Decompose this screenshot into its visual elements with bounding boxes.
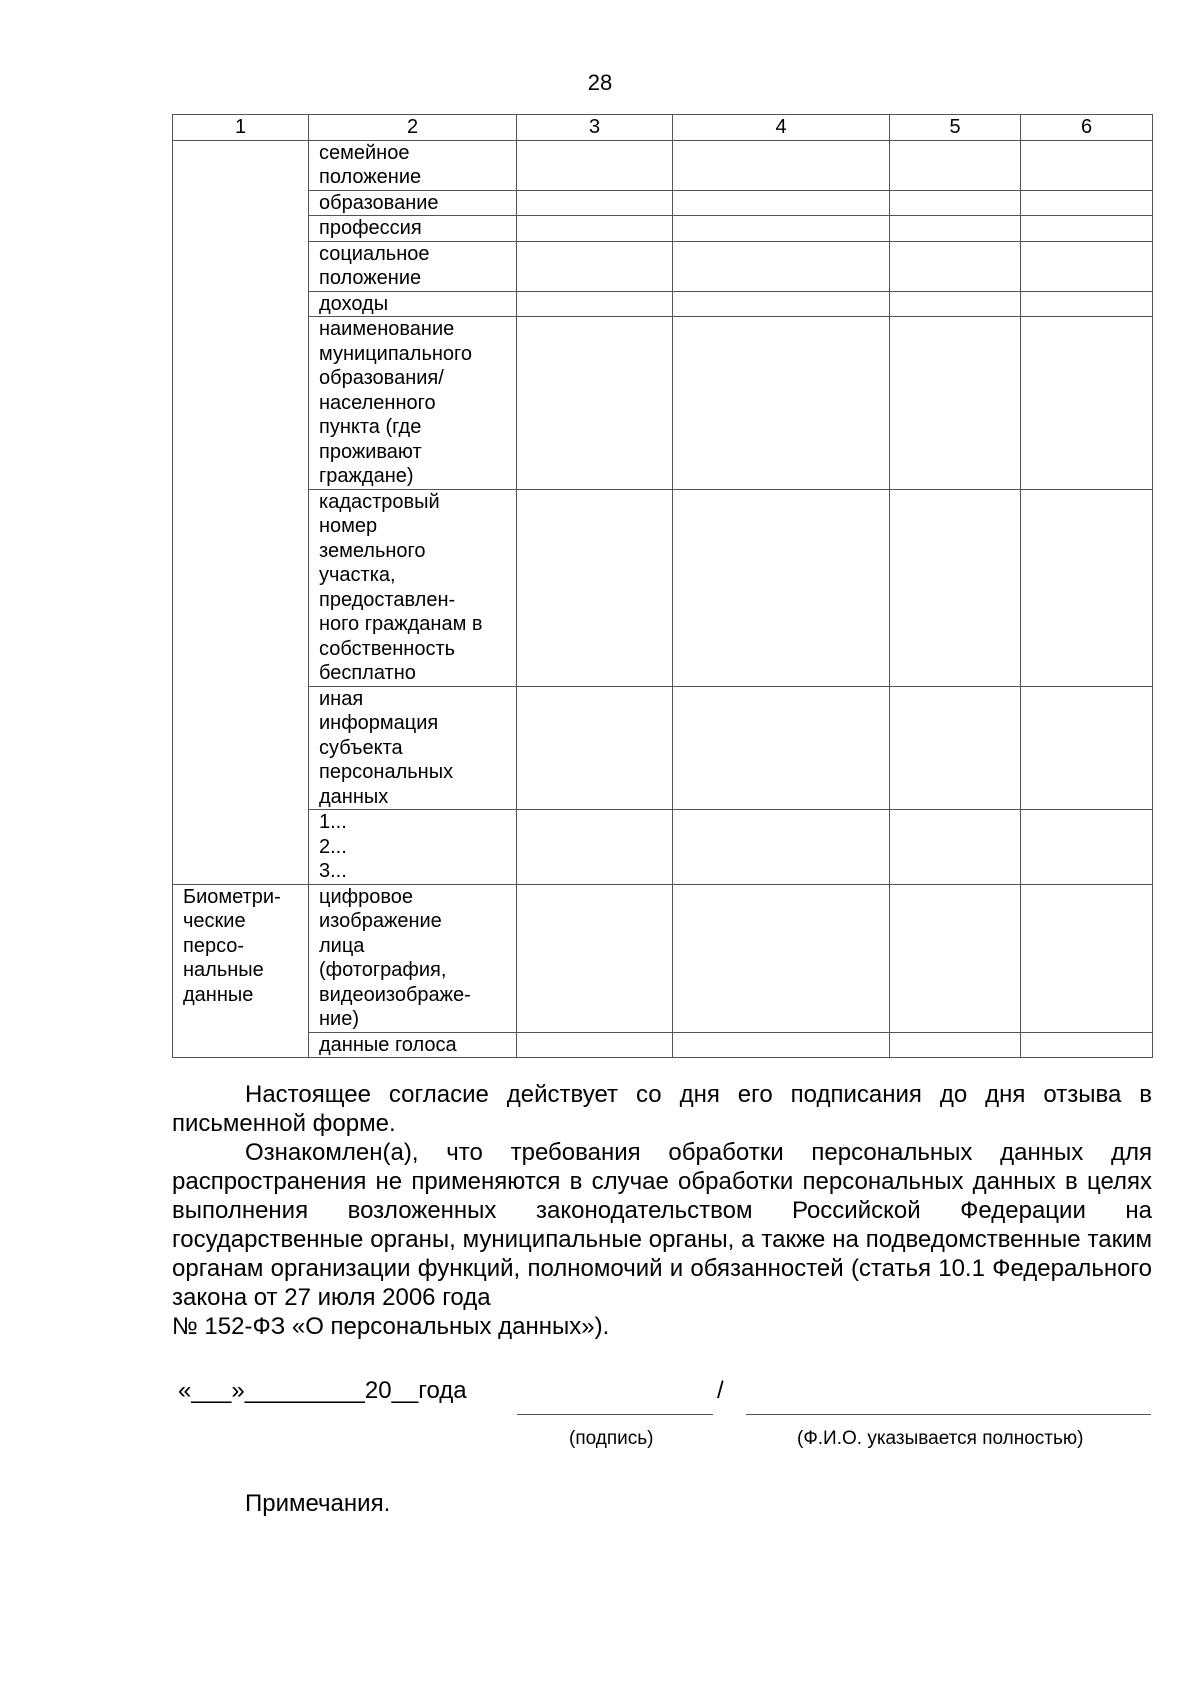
empty-cell-col-5 bbox=[890, 1032, 1021, 1058]
empty-cell-col-4 bbox=[673, 686, 890, 810]
table-row bbox=[173, 686, 1153, 810]
data-type-cell: социальное положение bbox=[309, 241, 517, 291]
biometric-data-category-cell: Биометри- ческие персо- нальные данные bbox=[173, 884, 309, 1058]
empty-cell-col-5 bbox=[890, 140, 1021, 190]
empty-cell-col-6 bbox=[1021, 140, 1153, 190]
empty-cell-col-6 bbox=[1021, 190, 1153, 216]
table-row bbox=[173, 489, 1153, 686]
data-type-cell: профессия bbox=[309, 216, 517, 242]
empty-cell-col-5 bbox=[890, 884, 1021, 1032]
empty-cell-col-6 bbox=[1021, 241, 1153, 291]
empty-cell-col-6 bbox=[1021, 810, 1153, 885]
column-header-4: 4 bbox=[673, 115, 890, 141]
data-type-cell: наименование муниципального образования/ населенного пункта (где проживают граждане) bbox=[309, 317, 517, 490]
personal-data-table bbox=[172, 114, 1153, 1058]
empty-cell-col-3 bbox=[517, 1032, 673, 1058]
table-row bbox=[173, 241, 1153, 291]
table-row bbox=[173, 291, 1153, 317]
empty-cell-col-6 bbox=[1021, 489, 1153, 686]
consent-validity-paragraph bbox=[172, 1080, 1152, 1138]
empty-cell-col-5 bbox=[890, 291, 1021, 317]
general-data-category-cell bbox=[173, 140, 309, 884]
acknowledgement-text: Ознакомлен(а), что требования обработки персональных данных для распространения не применяются в случае обработки персональных данных в целях выполнения возложенных законодательством Российской Федерации на государственные органы, муниципальные органы, а также на подведомственные таким органам организации функций, полномочий и обязанностей (статья 10.1 Федерального закона от 27 июля 2006 года bbox=[172, 1139, 1152, 1311]
data-type-cell: 1... 2... 3... bbox=[309, 810, 517, 885]
empty-cell-col-4 bbox=[673, 1032, 890, 1058]
signature-caption: (подпись) bbox=[569, 1428, 654, 1449]
column-header-1: 1 bbox=[173, 115, 309, 141]
slash-separator: / bbox=[717, 1377, 724, 1404]
empty-cell-col-5 bbox=[890, 241, 1021, 291]
acknowledgement-paragraph bbox=[172, 1138, 1152, 1312]
column-header-2: 2 bbox=[309, 115, 517, 141]
table-row bbox=[173, 810, 1153, 885]
acknowledgement-last-line: № 152-ФЗ «О персональных данных»). bbox=[172, 1313, 610, 1340]
table-row bbox=[173, 884, 1153, 1032]
empty-cell-col-3 bbox=[517, 241, 673, 291]
empty-cell-col-3 bbox=[517, 810, 673, 885]
empty-cell-col-3 bbox=[517, 489, 673, 686]
empty-cell-col-4 bbox=[673, 291, 890, 317]
empty-cell-col-4 bbox=[673, 140, 890, 190]
empty-cell-col-3 bbox=[517, 190, 673, 216]
empty-cell-col-3 bbox=[517, 140, 673, 190]
empty-cell-col-6 bbox=[1021, 1032, 1153, 1058]
empty-cell-col-6 bbox=[1021, 686, 1153, 810]
empty-cell-col-6 bbox=[1021, 317, 1153, 490]
empty-cell-col-5 bbox=[890, 810, 1021, 885]
table-row bbox=[173, 317, 1153, 490]
data-type-cell: кадастровый номер земельного участка, предоставлен- ного гражданам в собственность бесплатно bbox=[309, 489, 517, 686]
empty-cell-col-3 bbox=[517, 317, 673, 490]
empty-cell-col-4 bbox=[673, 884, 890, 1032]
empty-cell-col-4 bbox=[673, 489, 890, 686]
notes-heading: Примечания. bbox=[245, 1490, 391, 1517]
data-type-cell: доходы bbox=[309, 291, 517, 317]
table-header-row bbox=[173, 115, 1153, 141]
empty-cell-col-3 bbox=[517, 686, 673, 810]
signature-line bbox=[517, 1414, 713, 1415]
full-name-caption: (Ф.И.О. указывается полностью) bbox=[797, 1428, 1084, 1449]
data-type-cell: семейное положение bbox=[309, 140, 517, 190]
column-header-3: 3 bbox=[517, 115, 673, 141]
column-header-6: 6 bbox=[1021, 115, 1153, 141]
empty-cell-col-5 bbox=[890, 317, 1021, 490]
empty-cell-col-4 bbox=[673, 241, 890, 291]
empty-cell-col-3 bbox=[517, 291, 673, 317]
empty-cell-col-5 bbox=[890, 489, 1021, 686]
empty-cell-col-6 bbox=[1021, 291, 1153, 317]
data-type-cell: иная информация субъекта персональных данных bbox=[309, 686, 517, 810]
empty-cell-col-4 bbox=[673, 317, 890, 490]
table-row bbox=[173, 216, 1153, 242]
page-number: 28 bbox=[587, 70, 613, 95]
column-header-5: 5 bbox=[890, 115, 1021, 141]
table-row bbox=[173, 1032, 1153, 1058]
empty-cell-col-4 bbox=[673, 810, 890, 885]
data-type-cell: цифровое изображение лица (фотография, видеоизображе- ние) bbox=[309, 884, 517, 1032]
consent-validity-text: Настоящее согласие действует со дня его подписания до дня отзыва в письменной форме. bbox=[172, 1081, 1152, 1137]
empty-cell-col-5 bbox=[890, 686, 1021, 810]
empty-cell-col-3 bbox=[517, 216, 673, 242]
empty-cell-col-3 bbox=[517, 884, 673, 1032]
empty-cell-col-5 bbox=[890, 190, 1021, 216]
empty-cell-col-6 bbox=[1021, 884, 1153, 1032]
data-type-cell: образование bbox=[309, 190, 517, 216]
empty-cell-col-6 bbox=[1021, 216, 1153, 242]
full-name-line bbox=[746, 1414, 1151, 1415]
empty-cell-col-4 bbox=[673, 190, 890, 216]
empty-cell-col-5 bbox=[890, 216, 1021, 242]
table-row bbox=[173, 140, 1153, 190]
data-type-cell: данные голоса bbox=[309, 1032, 517, 1058]
table-row bbox=[173, 190, 1153, 216]
date-line: «___»_________20__года bbox=[178, 1377, 467, 1404]
empty-cell-col-4 bbox=[673, 216, 890, 242]
